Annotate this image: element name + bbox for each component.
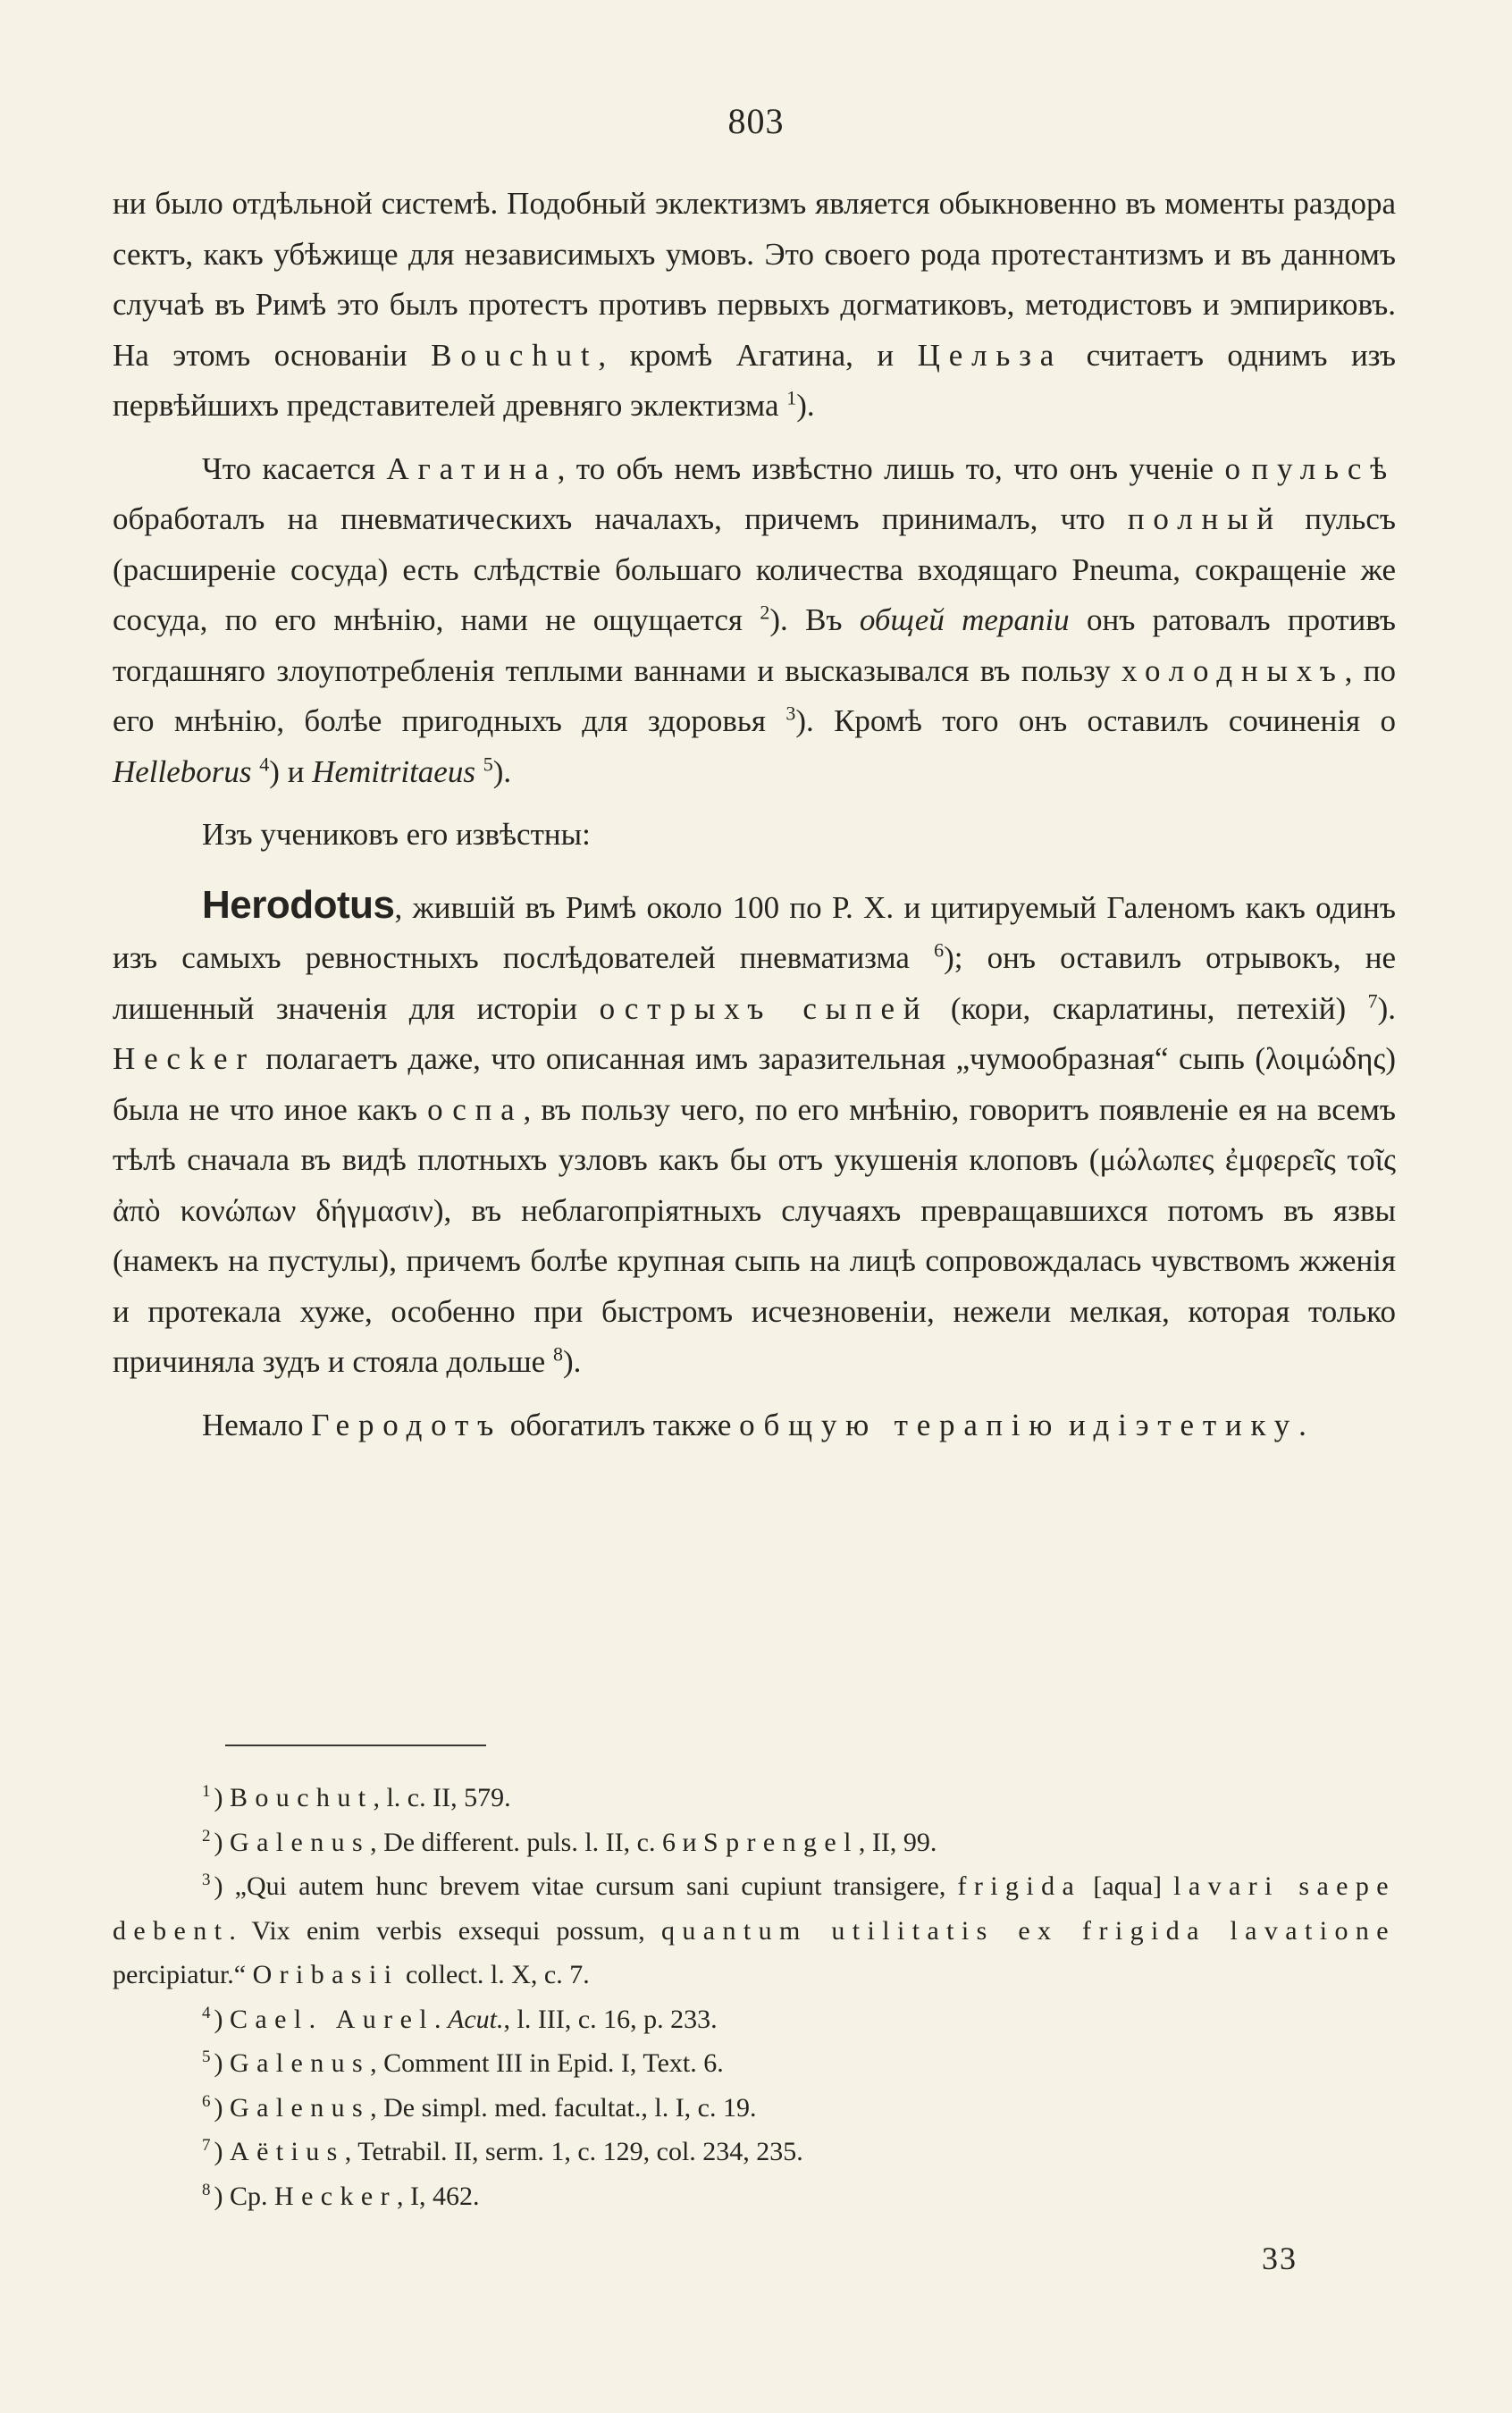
author-name: Aëtius (230, 2137, 345, 2166)
text-run: ). Въ (769, 602, 860, 637)
footnote-number: 2 (202, 1826, 211, 1845)
footnote-7: $^7$ ) Aëtius, Tetrabil. II, serm. 1, c. 129, col. 234, 235. (202, 2136, 803, 2166)
italic-term: Acut. (448, 2004, 504, 2034)
citation: [aqua] (1081, 1871, 1174, 1901)
citation: , I, 462. (397, 2181, 480, 2211)
text-run: и (1061, 1407, 1094, 1442)
author-name: Cael. Aurel (230, 2004, 435, 2034)
text-run: , въ пользу чего, по его мнѣнію, говоритъ появленіе ея на всемъ тѣлѣ сначала въ видѣ плотныхъ узловъ какъ бы отъ укушенія клоповъ (μώλωπες ἐμφερεῖς τοῖς ἀπὸ κονώπων δήγμασιν), въ неблагопріятныхъ случаяхъ превращавшихся потомъ въ язвы (намекъ на пустулы), причемъ болѣе крупная сыпь на лицѣ сопровождалась чувствомъ жженія и протекала хуже, особенно при быстромъ исчезновеніи, нежели мелкая, которая только причиняла зудъ и стояла дольше (113, 1091, 1397, 1379)
text-run: Немало (202, 1407, 312, 1442)
author-name: Bouchut (230, 1783, 374, 1812)
footnote-ref[interactable]: 6 (934, 938, 945, 962)
text-run: ); онъ оставилъ отрывокъ, не лишенный значенія для исторіи (113, 940, 1397, 1026)
author-name: Sprengel (703, 1827, 859, 1857)
footnote-ref[interactable]: 8 (552, 1342, 563, 1366)
text-run: считаетъ однимъ изъ первѣйшихъ представителей древняго эклектизма (113, 337, 1396, 423)
footnote-8: $^8$ ) Ср. Hecker, I, 462. (202, 2180, 480, 2211)
signature-mark: 33 (1262, 2241, 1298, 2276)
citation: , II, 99. (858, 1827, 937, 1857)
footnote-4: $^4$ ) Cael. Aurel. Acut., l. III, c. 16, p. 233. (202, 2003, 718, 2034)
footnote-ref[interactable]: 2 (760, 601, 770, 624)
footnote-3: $^3$ ) „Qui autem hunc brevem vitae cursum sani cupiunt transigere, frigida [aqua] lavari saepe debent. Vix enim verbis exsequi possum, quantum utilitatis ex frigida lavatione percipiatur.“ Oribasii collect. l. X, c. 7. (113, 1871, 1396, 1989)
emphasis: оспа (427, 1091, 524, 1127)
footnote-ref[interactable]: 7 (1367, 988, 1378, 1012)
italic-term: общей терапіи (859, 602, 1070, 637)
author-name: Цельза (917, 337, 1063, 373)
footnote-number: 7 (202, 2136, 211, 2155)
paragraph-2 (113, 444, 1396, 798)
paragraph-5 (113, 1400, 1396, 1451)
emphasis: общую терапію (739, 1407, 1062, 1442)
citation: , Tetrabil. II, serm. 1, c. 129, col. 234, 235. (344, 2137, 803, 2166)
author-name: Hecker (113, 1041, 256, 1076)
footnotes (113, 1776, 1396, 2218)
citation: „Qui autem hunc brevem vitae cursum sani cupiunt transigere, (234, 1871, 958, 1901)
text-run: , по его мнѣнію, болѣе пригодныхъ для здоровья (113, 652, 1397, 738)
author-name: Oribasii (252, 1960, 399, 1989)
citation: percipiatur.“ (113, 1960, 253, 1989)
text-run: . (1298, 1407, 1306, 1442)
text-run: полагаетъ даже, что описанная имъ заразительная „чумообразная“ сыпь (λοιμώδης) была не что иное какъ (113, 1041, 1396, 1127)
text-run: пульсъ (расширеніе сосуда) есть слѣдствіе большаго количества входящаго Pneuma, сокращеніе же сосуда, по его мнѣнію, нами не ощущается (113, 501, 1396, 637)
footnote-ref[interactable]: 1 (786, 386, 797, 409)
italic-term: Helleborus (113, 753, 252, 789)
text-run: обогатилъ также (502, 1407, 740, 1442)
text-run: , жившій въ Римѣ около 100 по Р. Х. и цитируемый Галеномъ какъ одинъ изъ самыхъ ревностныхъ послѣдователей пневматизма (113, 889, 1396, 975)
text-run: обработалъ на пневматическихъ началахъ, причемъ принималъ, что (113, 501, 1128, 536)
author-name: Galenus (230, 2092, 371, 2123)
footnote-number: 1 (202, 1782, 211, 1801)
citation: , Comment III in Epid. I, Text. 6. (370, 2048, 724, 2078)
paragraph-3: Изъ учениковъ его извѣстны: (202, 817, 591, 852)
text-run: ). (492, 753, 512, 789)
citation: , De simpl. med. facultat., l. I, c. 19. (370, 2092, 757, 2123)
text-run: , то объ немъ извѣстно лишь то, что онъ ученіе о (557, 450, 1252, 486)
footnote-ref[interactable]: 4 (259, 752, 270, 775)
footnote-5: $^5$ ) Galenus, Comment III in Epid. I, Text. 6. (202, 2047, 724, 2078)
section-heading-name: Herodotus (202, 882, 395, 927)
author-name: Hecker (274, 2181, 398, 2211)
text-run: ни было отдѣльной системѣ. Подобный эклектизмъ является обыкновенно въ моменты раздора сектъ, какъ убѣжище для независимыхъ умовъ. Это своего рода протестантизмъ и въ данномъ случаѣ въ Римѣ это былъ протестъ противъ первыхъ догматиковъ, методистовъ и эмпириковъ. На этомъ основаніи (113, 186, 1396, 373)
footnote-ref[interactable]: 5 (483, 752, 493, 775)
emphasis: quantum utilitatis ex frigida lavatione (660, 1915, 1396, 1946)
citation: . (434, 2004, 449, 2034)
main-text (113, 179, 1396, 1450)
emphasis: Геродотъ (311, 1407, 503, 1442)
emphasis: діэтетику (1093, 1407, 1299, 1442)
text-run: , кромѣ Агатина, и (598, 337, 918, 373)
text-run: ). (1377, 990, 1396, 1026)
footnote-divider (225, 1745, 486, 1746)
footnote-number: 3 (202, 1871, 211, 1889)
text-run: онъ ратовалъ противъ тогдашняго злоупотребленія теплыми ваннами и высказывался въ пользу (113, 602, 1396, 688)
footnote-1: $^1$ ) Bouchut, l. c. II, 579. (202, 1782, 511, 1812)
footnote-6: $^6$ ) Galenus, De simpl. med. facultat., l. I, c. 19. (202, 2091, 757, 2123)
footnote-number: 6 (202, 2091, 211, 2111)
text-run: ). (796, 388, 815, 423)
footnote-number: 5 (202, 2047, 211, 2066)
footnote-number: 8 (202, 2180, 211, 2199)
emphasis: острыхъ сыпей (599, 990, 929, 1026)
author-name: Galenus (230, 1827, 371, 1857)
footnote-number: 4 (202, 2003, 211, 2022)
emphasis: пульсѣ (1251, 450, 1396, 486)
emphasis: frigida (957, 1871, 1082, 1901)
emphasis: холодныхъ (1121, 652, 1345, 688)
italic-term: Hemitritaeus (312, 753, 475, 789)
page-number: 803 (727, 101, 785, 141)
text-run: (кори, скарлатины, петехій) (928, 990, 1368, 1026)
text-run: ). (562, 1344, 582, 1379)
text-run: ). Кромѣ того онъ оставилъ сочиненія о (795, 703, 1396, 738)
citation: collect. l. X, c. 7. (399, 1960, 590, 1989)
footnote-ref[interactable]: 3 (785, 702, 796, 725)
text-run: ) и (269, 753, 313, 789)
citation: , De different. puls. l. II, c. 6 и (370, 1827, 704, 1857)
citation: , l. c. II, 579. (373, 1783, 511, 1812)
author-name: Bouchut (431, 337, 599, 373)
emphasis: lavari saepe debent (113, 1871, 1396, 1946)
citation: . Vix enim verbis exsequi possum, (229, 1915, 661, 1946)
emphasis: полный (1127, 501, 1282, 536)
citation: , l. III, c. 16, p. 233. (503, 2004, 718, 2034)
emphasis: Агатина (386, 450, 558, 486)
paragraph-1 (113, 179, 1396, 432)
footnote-2: $^2$ ) Galenus, De different. puls. l. II, c. 6 и Sprengel, II, 99. (202, 1826, 937, 1857)
text-run: Что касается (202, 450, 387, 486)
author-name: Galenus (230, 2048, 371, 2078)
paragraph-4 (113, 880, 1396, 1388)
citation: Ср. (230, 2181, 275, 2211)
